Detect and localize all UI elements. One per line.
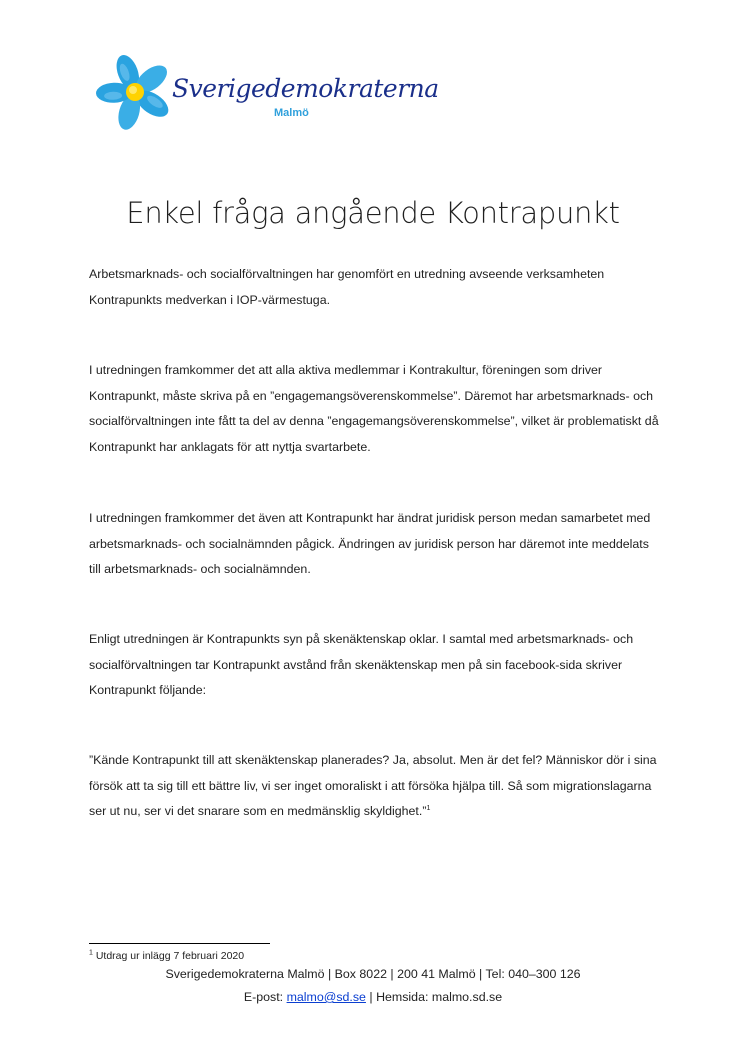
paragraph-3 [89, 506, 664, 583]
paragraph-text: Enligt utredningen är Kontrapunkts syn på skenäktenskap oklar. I samtal med arbetsmarknads- och socialförvaltningen tar Kontrapunkt avstånd från skenäktenskap men på sin facebook-sida skriver Kontrapunkt följande: [89, 632, 634, 697]
footnote-reference: 1 [426, 804, 431, 812]
email-link[interactable]: malmo@sd.se [286, 990, 366, 1004]
logo-wordmark: Sverigedemokraterna [172, 74, 439, 103]
paragraph-text: I utredningen framkommer det att alla aktiva medlemmar i Kontrakultur, föreningen som driver Kontrapunkt, måste skriva på en ”engagemangsöverenskommelse”. Däremot har arbetsmarknads- och socialförvaltningen inte fått ta del av denna ”engagemangsöverenskommelse”, vilket är problematiskt då Kontrapunkt har anklagats för att nyttja svartarbete. [89, 363, 659, 454]
footnote [89, 950, 244, 962]
website-text: malmo.sd.se [431, 990, 503, 1004]
footnote-text: Utdrag ur inlägg 7 februari 2020 [95, 950, 245, 962]
paragraph-1 [89, 262, 664, 313]
flower-icon [96, 52, 176, 132]
website-label: Hemsida: [376, 990, 429, 1004]
footer-web-line [0, 990, 746, 1004]
footnote-number: 1 [89, 949, 93, 957]
paragraph-text: I utredningen framkommer det även att Kontrapunkt har ändrat juridisk person medan samarbetet med arbetsmarknads- och socialnämnden pågick. Ändringen av juridisk person har däremot inte meddelats till arbetsmarknads- och socialnämnden. [89, 511, 651, 576]
footnote-divider [89, 943, 270, 944]
quote-text: ”Kände Kontrapunkt till att skenäktenskap planerades? Ja, absolut. Men är det fel? Människor dör i sina försök att ta sig till ett bättre liv, vi ser inget omoraliskt i att försöka hjälpa till. Så som migrationslagarna ser ut nu, ser vi det snarare som en medmänsklig skyldighet.” [89, 753, 657, 818]
page-title: Enkel fråga angående Kontrapunkt [126, 196, 620, 230]
paragraph-2 [89, 358, 664, 460]
paragraph-quote [89, 748, 664, 825]
party-logo [96, 52, 439, 132]
email-label: E-post: [243, 990, 284, 1004]
paragraph-text: Arbetsmarknads- och socialförvaltningen har genomfört en utredning avseende verksamheten Kontrapunkts medverkan i IOP-värmestuga. [89, 267, 605, 307]
footer-separator: | [369, 990, 373, 1004]
footer-contact-line: Sverigedemokraterna Malmö | Box 8022 | 200 41 Malmö | Tel: 040–300 126 [165, 967, 581, 981]
paragraph-4 [89, 627, 664, 704]
logo-city: Malmö [274, 107, 309, 119]
